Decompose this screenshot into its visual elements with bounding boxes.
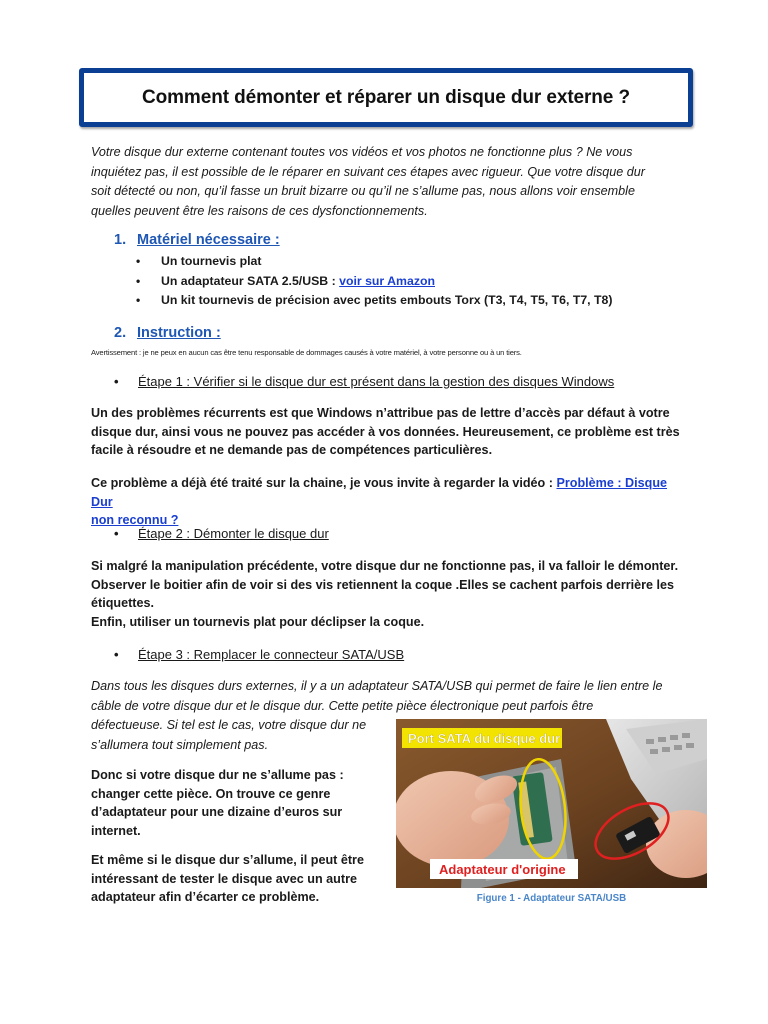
step-3-heading (114, 647, 404, 662)
list-item (136, 291, 676, 311)
paragraph-line: Enfin, utiliser un tournevis plat pour déclipser la coque. (91, 614, 425, 629)
step-2-paragraph (91, 557, 681, 631)
paragraph-line: câble de votre disque dur et le disque dur. Cette petite pièce électronique peut parfois être (91, 698, 594, 713)
step-title: Étape 2 : Démonter le disque dur (138, 526, 329, 541)
intro-line: quelles peuvent être les raisons de ces dysfonctionnements. (91, 203, 428, 218)
paragraph-line: Si malgré la manipulation précédente, votre disque dur ne fonctionne pas, il va falloir le démonter. (91, 559, 679, 573)
section-number: 2. (114, 325, 127, 341)
warning-text: Avertissement : je ne peux en aucun cas être tenu responsable de dommages causés à votre matériel, à votre personne ou à un tiers. (91, 348, 522, 357)
list-item-text: Un kit tournevis de précision avec petits embouts Torx (T3, T4, T5, T6, T7, T8) (161, 293, 613, 307)
section-number: 1. (114, 232, 127, 248)
section-label: Instruction : (137, 325, 221, 341)
title-box (79, 68, 693, 127)
amazon-link[interactable]: voir sur Amazon (339, 273, 435, 288)
page-title: Comment démonter et réparer un disque dur externe ? (142, 86, 630, 108)
video-link[interactable]: Problème : Disque Dur (91, 476, 668, 509)
list-item-text: Un adaptateur SATA 2.5/USB : (161, 273, 340, 288)
paragraph-line: d’adaptateur pour une dizaine d’euros sur (91, 805, 343, 819)
list-item (136, 272, 676, 292)
paragraph-line: Donc si votre disque dur ne s’allume pas : (91, 768, 344, 782)
paragraph-line: internet. (91, 823, 141, 838)
paragraph-line: Dans tous les disques durs externes, il y a un adaptateur SATA/USB qui permet de faire le lien entre le (91, 679, 663, 693)
step-1-paragraph (91, 404, 681, 460)
section-heading-materiel (114, 232, 280, 248)
list-item-text: Un tournevis plat (161, 254, 262, 268)
section-label: Matériel nécessaire : (137, 232, 280, 248)
video-link-continued[interactable]: non reconnu ? (91, 513, 179, 527)
step-1-video-paragraph (91, 474, 681, 530)
step-1-heading (114, 374, 614, 389)
paragraph-line: facile à résoudre et ne demande pas de compétences particulières. (91, 443, 493, 457)
intro-line: soit détecté ou non, qu’il fasse un bruit bizarre ou qu’il ne s’allume pas, nous allons voir ensemble (91, 184, 635, 198)
paragraph-line: étiquettes. (91, 596, 154, 610)
bullet: • (114, 526, 119, 541)
paragraph-line: défectueuse. Si tel est le cas, votre disque dur ne (91, 718, 367, 732)
materiel-list (136, 252, 676, 311)
paragraph-line: Un des problèmes récurrents est que Windows n’attribue pas de lettre d’accès par défaut à votre (91, 406, 670, 420)
step-title: Étape 1 : Vérifier si le disque dur est présent dans la gestion des disques Windows (138, 374, 615, 389)
step-2-heading (114, 526, 329, 541)
paragraph-line: adaptateur afin d’écarter ce problème. (91, 890, 320, 904)
figure-label-bottom: Adaptateur d'origine (439, 862, 566, 877)
figure-caption: Figure 1 - Adaptateur SATA/USB (476, 893, 627, 904)
figure-photo (396, 719, 707, 888)
section-heading-instruction (114, 325, 221, 341)
paragraph-line: changer cette pièce. On trouve ce genre (91, 786, 331, 801)
step-title: Étape 3 : Remplacer le connecteur SATA/USB (138, 647, 405, 662)
step-3-paragraph-a (91, 766, 371, 840)
paragraph-line: intéressant de tester le disque avec un autre (91, 871, 357, 886)
intro-line: inquiétez pas, il est possible de le réparer en suivant ces étapes avec rigueur. Que votre disque dur (91, 164, 645, 179)
paragraph-line: s’allumera tout simplement pas. (91, 737, 269, 752)
paragraph-text: Ce problème a déjà été traité sur la chaine, je vous invite à regarder la vidéo : (91, 476, 557, 490)
intro-paragraph (91, 143, 691, 221)
paragraph-line: Observer le boitier afin de voir si des vis retiennent la coque .Elles se cachent parfois derrière les (91, 577, 675, 592)
step-3-paragraph-b (91, 851, 371, 907)
paragraph-line: Et même si le disque dur s’allume, il peut être (91, 853, 364, 867)
intro-line: Votre disque dur externe contenant toutes vos vidéos et vos photos ne fonctionne plus ? Ne vous (91, 145, 633, 159)
bullet: • (114, 647, 119, 662)
paragraph-line: disque dur, ainsi vous ne pouvez pas accéder à vos données. Heureusement, ce problème est très (91, 424, 680, 439)
bullet: • (114, 374, 119, 389)
figure-label-top: Port SATA du disque dur (408, 731, 561, 746)
list-item (136, 252, 676, 272)
